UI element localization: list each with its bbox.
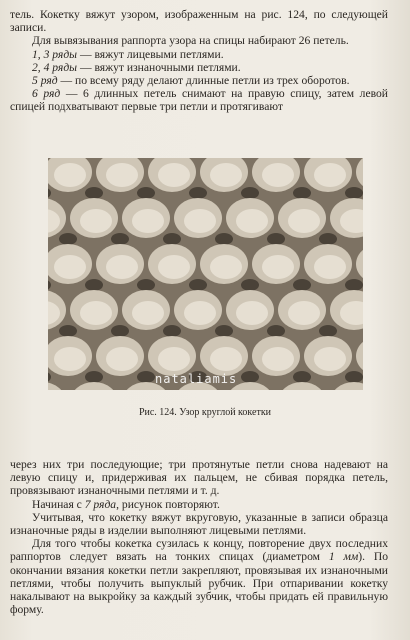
bottom-text <box>10 458 388 616</box>
row-label: 6 ряд <box>32 87 61 101</box>
watermark: nataliamis <box>155 372 238 386</box>
paragraph-repeat <box>10 498 388 511</box>
row-label: 5 ряд <box>32 74 58 88</box>
row-text: — 6 длинных петель снимают на правую спицу, затем левой спицей подхватывают первые три петли и протягивают <box>10 87 388 114</box>
row-label: 1, 3 ряды <box>32 47 78 61</box>
paragraph-continued <box>10 458 388 498</box>
paragraph-text: Учитывая, что кокетку вяжут вкруговую, указанные в записи образца изнаночные ряды в изделии выполняют лицевыми петлями. <box>10 510 388 538</box>
row-label: 7 ряда <box>84 497 117 511</box>
top-text <box>10 8 388 114</box>
row-text: — по всему ряду делают длинные петли из трех оборотов. <box>57 74 350 88</box>
knit-texture <box>48 158 363 390</box>
paragraph-finish <box>10 537 388 616</box>
row-instruction-2-4 <box>10 61 388 74</box>
row-label: 2, 4 ряды <box>32 60 78 74</box>
measure-label: 1 мм <box>328 550 359 564</box>
row-text: — вяжут лицевыми петлями. <box>77 47 224 61</box>
paragraph-text: через них три последующие; три протянутые петли снова надевают на левую спицу и, придерживая их пальцем, не сбивая порядка петель, провязывают изнаночными петлями и т. д. <box>10 458 388 498</box>
row-instruction-5 <box>10 74 388 87</box>
paragraph-text: , рисунок повторяют. <box>116 497 220 511</box>
figure-caption: Рис. 124. Узор круглой кокетки <box>138 407 272 418</box>
paragraph-cast-on <box>10 34 388 47</box>
paragraph-text: Для вывязывания раппорта узора на спицы набирают 26 петель. <box>32 34 349 48</box>
row-instruction-1-3 <box>10 48 388 61</box>
paragraph-text: Начиная с <box>32 497 85 511</box>
row-instruction-6 <box>10 87 388 113</box>
paragraph-continuation <box>10 8 388 34</box>
paragraph-text: Для того чтобы кокетка сузилась к концу, повторение двух последних раппортов следует вязать на тонких спицах (диаметром <box>10 537 388 564</box>
row-text: — вяжут изнаночными петлями. <box>77 60 241 74</box>
paragraph-round <box>10 511 388 537</box>
paragraph-text: ). По окончании вязания кокетки петли закрепляют, провязывая их изнаночными петлями, чтобы получить выпуклый рубчик. При отпаривании кокетку накалывают на выкройку за каждый зубчик, чтобы придать ей правильную форму. <box>10 550 389 617</box>
knitting-pattern-photo <box>48 158 363 390</box>
paragraph-text: тель. Кокетку вяжут узором, изображенным на рис. 124, по следующей записи. <box>10 8 388 35</box>
